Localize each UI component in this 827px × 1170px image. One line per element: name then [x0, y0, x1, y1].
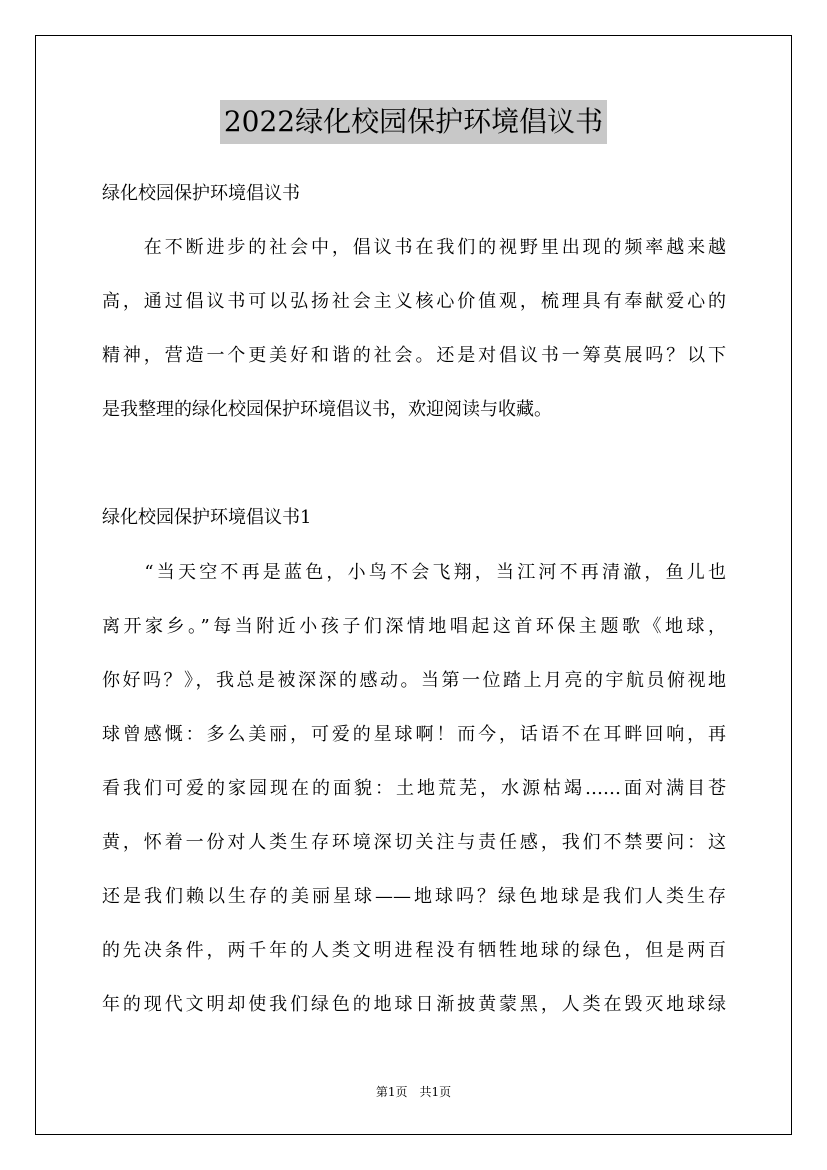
section-heading: 绿化校园保护环境倡议书	[102, 183, 300, 204]
document-title: 2022绿化校园保护环境倡议书	[220, 100, 607, 144]
body-line: 看我们可爱的家园现在的面貌：土地荒芜，水源枯竭……面对满目苍	[102, 778, 726, 799]
body-line: “当天空不再是蓝色，小鸟不会飞翔，当江河不再清澈，鱼儿也	[102, 562, 726, 583]
intro-line: 高，通过倡议书可以弘扬社会主义核心价值观，梳理具有奉献爱心的	[102, 291, 726, 312]
title-wrap	[0, 100, 827, 144]
body-line: 的先决条件，两千年的人类文明进程没有牺牲地球的绿色，但是两百	[102, 940, 726, 961]
body-line: 球曾感慨：多么美丽，可爱的星球啊！而今，话语不在耳畔回响，再	[102, 724, 726, 745]
body-line: 还是我们赖以生存的美丽星球——地球吗？绿色地球是我们人类生存	[102, 886, 726, 907]
intro-line: 精神，营造一个更美好和谐的社会。还是对倡议书一筹莫展吗？以下	[102, 345, 726, 366]
subheading: 绿化校园保护环境倡议书1	[102, 507, 312, 528]
page-footer: 第1页 共1页	[375, 1085, 452, 1099]
body-line: 离开家乡。”每当附近小孩子们深情地唱起这首环保主题歌《地球，	[102, 616, 726, 637]
body-line: 年的现代文明却使我们绿色的地球日渐披黄蒙黑，人类在毁灭地球绿	[102, 994, 726, 1015]
intro-line: 是我整理的绿化校园保护环境倡议书，欢迎阅读与收藏。	[102, 399, 552, 420]
body-line: 你好吗？》，我总是被深深的感动。当第一位踏上月亮的宇航员俯视地	[102, 670, 726, 691]
intro-line: 在不断进步的社会中，倡议书在我们的视野里出现的频率越来越	[102, 237, 726, 258]
body-line: 黄，怀着一份对人类生存环境深切关注与责任感，我们不禁要问：这	[102, 832, 726, 853]
